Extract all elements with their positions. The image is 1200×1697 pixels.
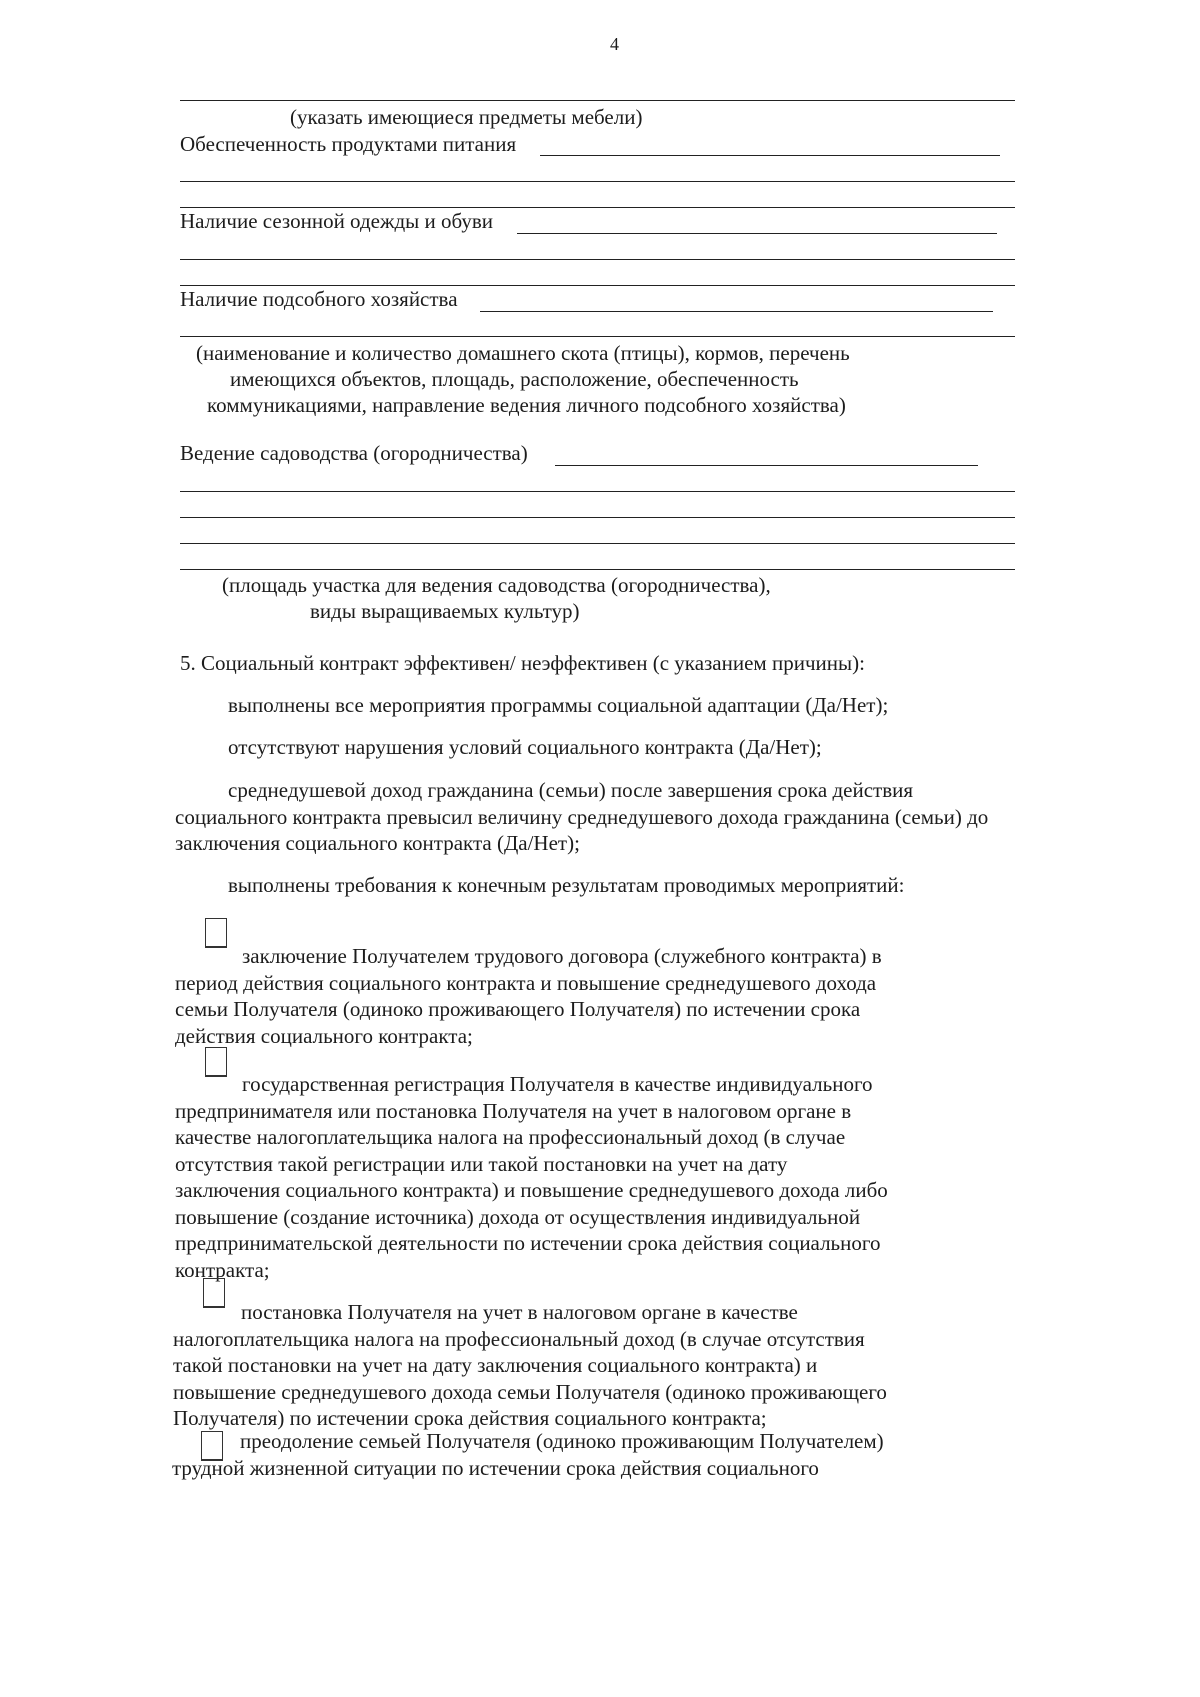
page-number: 4: [610, 34, 619, 54]
farm-caption-line-1: (наименование и количество домашнего скота (птицы), кормов, перечень: [196, 341, 850, 365]
furniture-caption: (указать имеющиеся предметы мебели): [290, 105, 643, 129]
garden-fill-line-1[interactable]: [555, 465, 978, 466]
criterion-income-line-3: заключения социального контракта (Да/Нет);: [175, 831, 580, 855]
farm-fill-line-2[interactable]: [180, 336, 1015, 337]
option-entrepreneur-text: [175, 1071, 888, 1283]
garden-fill-line-4[interactable]: [180, 543, 1015, 544]
option-entrepreneur-line-1: государственная регистрация Получателя в качестве индивидуального: [242, 1072, 873, 1096]
food-fill-line-1[interactable]: [540, 155, 1000, 156]
clothing-fill-line-1[interactable]: [517, 233, 997, 234]
farm-caption-line-2: имеющихся объектов, площадь, расположение, обеспеченность: [230, 367, 799, 391]
criterion-final-results: выполнены требования к конечным результатам проводимых мероприятий:: [228, 873, 905, 897]
garden-fill-line-3[interactable]: [180, 517, 1015, 518]
option-employment-line-4: действия социального контракта;: [175, 1023, 473, 1048]
option-employment-text: [175, 943, 882, 1049]
criterion-income-line-1: среднедушевой доход гражданина (семьи) после завершения срока действия: [228, 778, 914, 802]
garden-caption-line-1: (площадь участка для ведения садоводства (огородничества),: [222, 573, 771, 597]
garden-caption-line-2: виды выращиваемых культур): [310, 599, 580, 623]
garden-fill-line-5[interactable]: [180, 569, 1015, 570]
criterion-no-violations: отсутствуют нарушения условий социального контракта (Да/Нет);: [228, 735, 822, 759]
option-entrepreneur-line-8: контракта;: [175, 1257, 270, 1282]
option-self-employed-line-2: налогоплательщика налога на профессиональный доход (в случае отсутствия: [173, 1326, 865, 1351]
farm-label: Наличие подсобного хозяйства: [180, 287, 458, 311]
option-overcome-situation-text: [172, 1428, 884, 1481]
garden-fill-line-2[interactable]: [180, 491, 1015, 492]
criterion-activities-done: выполнены все мероприятия программы социальной адаптации (Да/Нет);: [228, 693, 889, 717]
section-5-heading: 5. Социальный контракт эффективен/ неэффективен (с указанием причины):: [180, 651, 865, 675]
option-self-employed-line-3: такой постановки на учет на дату заключения социального контракта) и: [173, 1353, 818, 1377]
criterion-income-increase: [175, 777, 1043, 857]
garden-label: Ведение садоводства (огородничества): [180, 441, 528, 465]
option-overcome-situation-line-1: преодоление семьей Получателя (одиноко проживающим Получателем): [240, 1429, 884, 1453]
option-employment-line-1: заключение Получателем трудового договора (служебного контракта) в: [242, 944, 882, 968]
option-employment-line-3: семьи Получателя (одиноко проживающего Получателя) по истечении срока: [175, 997, 861, 1021]
option-self-employed-line-5: Получателя) по истечении срока действия социального контракта;: [173, 1406, 767, 1430]
clothing-fill-line-2[interactable]: [180, 259, 1015, 260]
option-entrepreneur-line-5: заключения социального контракта) и повышение среднедушевого дохода либо: [175, 1178, 888, 1202]
option-employment-line-2: период действия социального контракта и повышение среднедушевого дохода: [175, 970, 877, 995]
option-self-employed-text: [173, 1299, 887, 1432]
food-label: Обеспеченность продуктами питания: [180, 132, 517, 156]
option-entrepreneur-line-2: предпринимателя или постановка Получателя на учет в налоговом органе в: [175, 1098, 852, 1123]
clothing-label: Наличие сезонной одежды и обуви: [180, 209, 494, 233]
option-entrepreneur-line-7: предпринимательской деятельности по истечении срока действия социального: [175, 1231, 881, 1255]
food-fill-line-2[interactable]: [180, 181, 1015, 182]
option-self-employed-line-1: постановка Получателя на учет в налоговом органе в качестве: [241, 1300, 798, 1324]
furniture-fill-line[interactable]: [180, 100, 1015, 101]
option-entrepreneur-line-6: повышение (создание источника) дохода от осуществления индивидуальной: [175, 1204, 861, 1229]
option-self-employed-line-4: повышение среднедушевого дохода семьи Получателя (одиноко проживающего: [173, 1379, 887, 1404]
criterion-income-line-2: социального контракта превысил величину среднедушевого дохода гражданина (семьи) до: [175, 804, 989, 829]
option-entrepreneur-line-3: качестве налогоплательщика налога на профессиональный доход (в случае: [175, 1125, 846, 1149]
option-entrepreneur-line-4: отсутствия такой регистрации или такой постановки на учет на дату: [175, 1151, 788, 1176]
option-overcome-situation-line-2: трудной жизненной ситуации по истечении срока действия социального: [172, 1455, 819, 1480]
farm-fill-line-1[interactable]: [480, 311, 993, 312]
farm-caption-line-3: коммуникациями, направление ведения личного подсобного хозяйства): [207, 393, 846, 417]
